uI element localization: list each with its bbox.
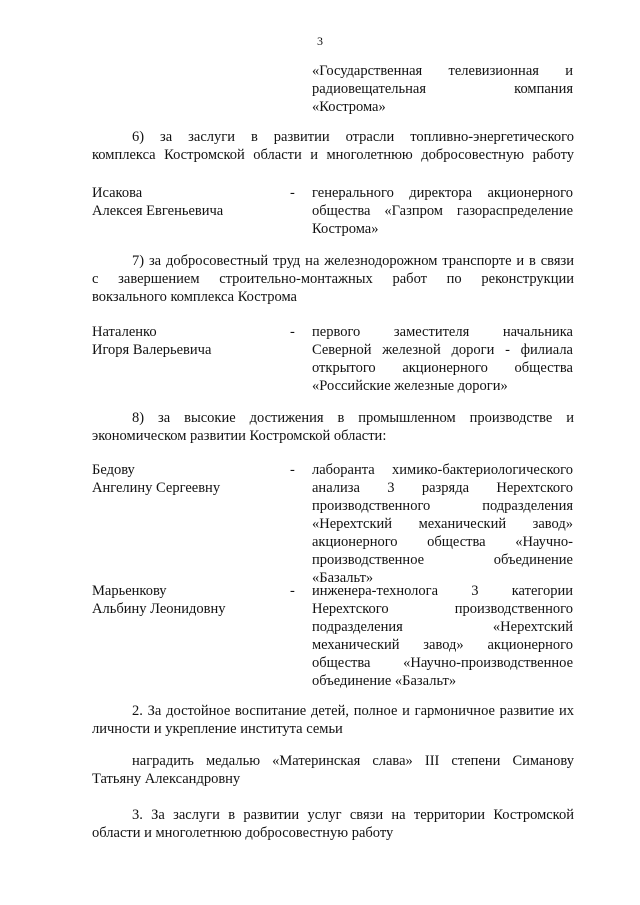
text-line: открытого акционерного общества [312,360,573,376]
awardee-name [92,582,277,618]
surname: Бедову [92,462,135,478]
given-name: Алексея Евгеньевича [92,203,224,219]
awardee-name [92,323,277,359]
text-line: акционерного общества «Научно- [312,534,573,550]
section-6-heading [92,128,574,164]
text-line: 7) за добросовестный труд на железнодорожном транспорте и в связи [132,253,574,269]
given-name: Ангелину Сергеевну [92,480,221,496]
text-line: Северной железной дороги - филиала [312,342,573,358]
dash: - [290,462,295,478]
given-name: Игоря Валерьевича [92,342,212,358]
text-line: подразделения «Нерехтский [312,619,573,635]
text-line: «Российские железные дороги» [312,378,508,394]
text-line: «Базальт» [312,570,374,586]
text-line: Нерехтского производственного [312,601,573,617]
surname: Исакова [92,185,143,201]
text-line: радиовещательная компания [312,81,573,97]
top-continuation [312,62,573,116]
page-number: 3 [317,34,323,48]
surname: Наталенко [92,324,157,340]
item-2-text [92,702,574,738]
text-line: объединение «Базальт» [312,673,457,689]
text-line: вокзального комплекса Кострома [92,289,297,305]
dash: - [290,185,295,201]
awardee-position [312,184,573,238]
text-line: области и многолетнюю добросовестную работу [92,825,394,841]
text-line: 2. За достойное воспитание детей, полное и гармоничное развитие их [132,703,574,719]
text-line: анализа 3 разряда Нерехтского [312,480,573,496]
given-name: Альбину Леонидовну [92,601,226,617]
item-2-award [92,752,574,788]
section-7-heading [92,252,574,306]
text-line: производственного подразделения [312,498,573,514]
text-line: Кострома» [312,221,379,237]
text-line: механический завод» акционерного [312,637,573,653]
text-line: комплекса Костромской области и многолетнюю добросовестную работу [92,147,574,163]
text-line: общества «Газпром газораспределение [312,203,573,219]
text-line: наградить медалью «Материнская слава» III степени Симанову [132,753,574,769]
awardee-position [312,323,573,395]
text-line: Татьяну Александровну [92,771,241,787]
text-line: личности и укрепление института семьи [92,721,343,737]
text-line: производственное объединение [312,552,573,568]
text-line: экономическом развитии Костромской области: [92,428,387,444]
text-line: лаборанта химико-бактериологического [312,462,573,478]
text-line: общества «Научно-производственное [312,655,573,671]
text-line: 8) за высокие достижения в промышленном производстве и [132,410,574,426]
text-line: 3. За заслуги в развитии услуг связи на территории Костромской [132,807,574,823]
surname: Марьенкову [92,583,167,599]
text-line: 6) за заслуги в развитии отрасли топливно-энергетического [132,129,574,145]
item-3-text [92,806,574,842]
awardee-position [312,582,573,690]
text-line: «Нерехтский механический завод» [312,516,573,532]
text-line: «Кострома» [312,99,386,115]
section-8-heading [92,409,574,445]
text-line: генерального директора акционерного [312,185,573,201]
awardee-name [92,461,277,497]
awardee-name [92,184,277,220]
text-line: с завершением строительно-монтажных работ по реконструкции [92,271,574,287]
text-line: «Государственная телевизионная и [312,63,573,79]
text-line: первого заместителя начальника [312,324,573,340]
dash: - [290,583,295,599]
dash: - [290,324,295,340]
text-line: инженера-технолога 3 категории [312,583,573,599]
awardee-position [312,461,573,587]
